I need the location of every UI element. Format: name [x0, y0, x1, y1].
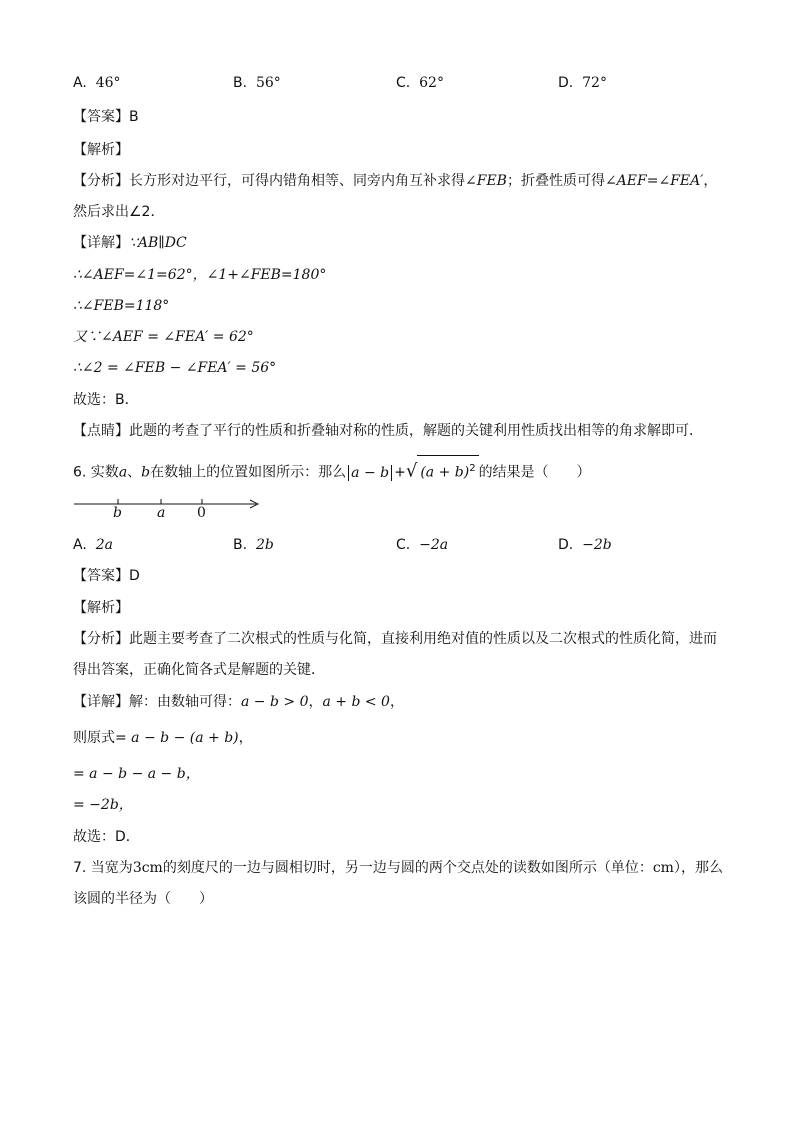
fenxi-text: 然后求出∠2． — [73, 204, 165, 220]
q5-option-d — [558, 73, 607, 93]
q5-option-c — [396, 73, 444, 93]
option-value: 62° — [419, 75, 444, 91]
stem-text: 的刻度尺的一边与圆相切时，另一边与圆的两个交点处的读数如图所示（单位： — [162, 860, 653, 876]
q5-fenxi-line1 — [73, 171, 717, 191]
stem-value: 3cm — [132, 860, 163, 876]
option-value: −2b — [582, 537, 612, 553]
stem-text: 在数轴上的位置如图所示：那么 — [150, 464, 347, 481]
fenxi-text: ， — [703, 173, 718, 189]
detail-math: = a − b − (a + b) — [115, 730, 239, 746]
detail-tag: 【详解】 — [73, 694, 129, 710]
dianjing-text: 此题的考查了平行的性质和折叠轴对称的性质，解题的关键利用性质找出相等的角求解即可． — [129, 423, 703, 439]
number-line — [70, 494, 270, 524]
dianjing-tag: 【点睛】 — [73, 423, 129, 439]
analysis-tag: 【解析】 — [73, 600, 129, 616]
detail-math: a + b < 0 — [322, 694, 390, 710]
q5-dianjing — [73, 421, 703, 441]
q6-choose: 故选：D． — [73, 829, 140, 845]
q5-detail-line4 — [73, 327, 254, 347]
detail-text: 则原式 — [73, 730, 115, 746]
fenxi-text: 此题主要考查了二次根式的性质与化简，直接利用绝对值的性质以及二次根式的性质化简，进而 — [129, 631, 717, 647]
detail-text: 解：由数轴可得： — [129, 694, 241, 710]
stem-text: 的结果是（ ） — [478, 464, 591, 481]
q5-fenxi-line2 — [73, 202, 164, 222]
axis-label-b: b — [113, 505, 122, 521]
analysis-tag: 【解析】 — [73, 142, 129, 158]
answer-tag: 【答案】 — [73, 568, 129, 584]
axis-label-a: a — [157, 505, 166, 521]
q6-fenxi-line1 — [73, 629, 717, 649]
option-value: 46° — [95, 75, 121, 91]
abs-value-bars — [348, 465, 392, 481]
q6-fenxi-line2: 得出答案，正确化简各式是解题的关键． — [73, 662, 325, 678]
stem-text: ），那么 — [673, 860, 723, 876]
q5-answer — [73, 107, 139, 127]
detail-tag: 【详解】 — [73, 235, 129, 251]
option-label: A. — [73, 537, 87, 553]
q7-stem-line2: 该圆的半径为（ ） — [73, 891, 213, 907]
q6-option-a — [73, 535, 113, 555]
q6-stem — [73, 455, 591, 486]
axis-label-0: 0 — [197, 505, 206, 521]
stem-var: b — [141, 464, 151, 481]
option-label: A. — [73, 75, 87, 91]
option-value: 72° — [582, 75, 607, 91]
option-label: B. — [233, 75, 248, 91]
q7-stem-line1 — [73, 858, 723, 878]
detail-text: ， — [389, 694, 404, 710]
fenxi-text: 长方形对边平行，可得内错角相等、同旁内角互补求得 — [129, 173, 465, 189]
detail-math: 又∵∠AEF = ∠FEA′ = 62° — [73, 329, 254, 345]
stem-text: 7. 当宽为 — [73, 860, 133, 876]
option-label: C. — [396, 75, 411, 91]
q6-detail-line2 — [73, 728, 253, 748]
stem-text: 6. 实数 — [73, 464, 119, 481]
detail-text: ， — [308, 694, 323, 710]
q6-option-d — [558, 535, 612, 555]
stem-text: 、 — [127, 464, 142, 481]
detail-text: ， — [238, 730, 253, 746]
stem-var: a — [118, 464, 128, 481]
answer-value: B — [129, 109, 139, 125]
q6-option-b — [233, 535, 274, 555]
fenxi-text: ；折叠性质可得 — [506, 173, 605, 189]
answer-tag: 【答案】 — [73, 109, 129, 125]
sqrt-radicand — [417, 455, 478, 486]
q6-detail-line3: = a − b − a − b， — [73, 766, 200, 782]
option-value: −2a — [419, 537, 449, 553]
option-label: C. — [396, 537, 411, 553]
q5-detail-line2: ∴∠AEF=∠1=62°，∠1+∠FEB=180° — [73, 267, 327, 283]
sqrt-expr: (a + b) — [420, 464, 470, 481]
q6-answer — [73, 566, 140, 586]
fenxi-tag: 【分析】 — [73, 173, 129, 189]
q6-detail-line4: = −2b， — [73, 797, 133, 813]
fenxi-tag: 【分析】 — [73, 631, 129, 647]
q5-detail-line3: ∴∠FEB=118° — [73, 298, 170, 314]
q6-detail-line1 — [73, 692, 404, 712]
q5-choose: 故选：B． — [73, 392, 139, 408]
q5-analysis-tag — [73, 140, 129, 160]
q5-detail-line1 — [73, 233, 187, 253]
option-label: B. — [233, 537, 248, 553]
fenxi-math: ∠FEB — [465, 173, 507, 189]
sqrt-sign: √ — [405, 460, 418, 482]
detail-math: a − b > 0 — [241, 694, 309, 710]
option-value: 2b — [255, 537, 274, 553]
q5-detail-line5: ∴∠2 = ∠FEB − ∠FEA′ = 56° — [73, 360, 277, 376]
q6-option-c — [396, 535, 448, 555]
q6-analysis-tag — [73, 598, 129, 618]
option-label: D. — [558, 537, 574, 553]
abs-expr: a − b — [351, 464, 390, 481]
detail-math: ∵AB∥DC — [129, 235, 187, 251]
q5-option-a — [73, 73, 121, 93]
option-label: D. — [558, 75, 574, 91]
power: 2 — [469, 463, 476, 474]
option-value: 2a — [95, 537, 113, 553]
q5-option-b — [233, 73, 281, 93]
answer-value: D — [129, 568, 140, 584]
fenxi-math: ∠AEF=∠FEA′ — [604, 173, 704, 189]
stem-value: cm — [652, 860, 674, 876]
option-value: 56° — [255, 75, 281, 91]
plus-sign: + — [394, 464, 406, 481]
